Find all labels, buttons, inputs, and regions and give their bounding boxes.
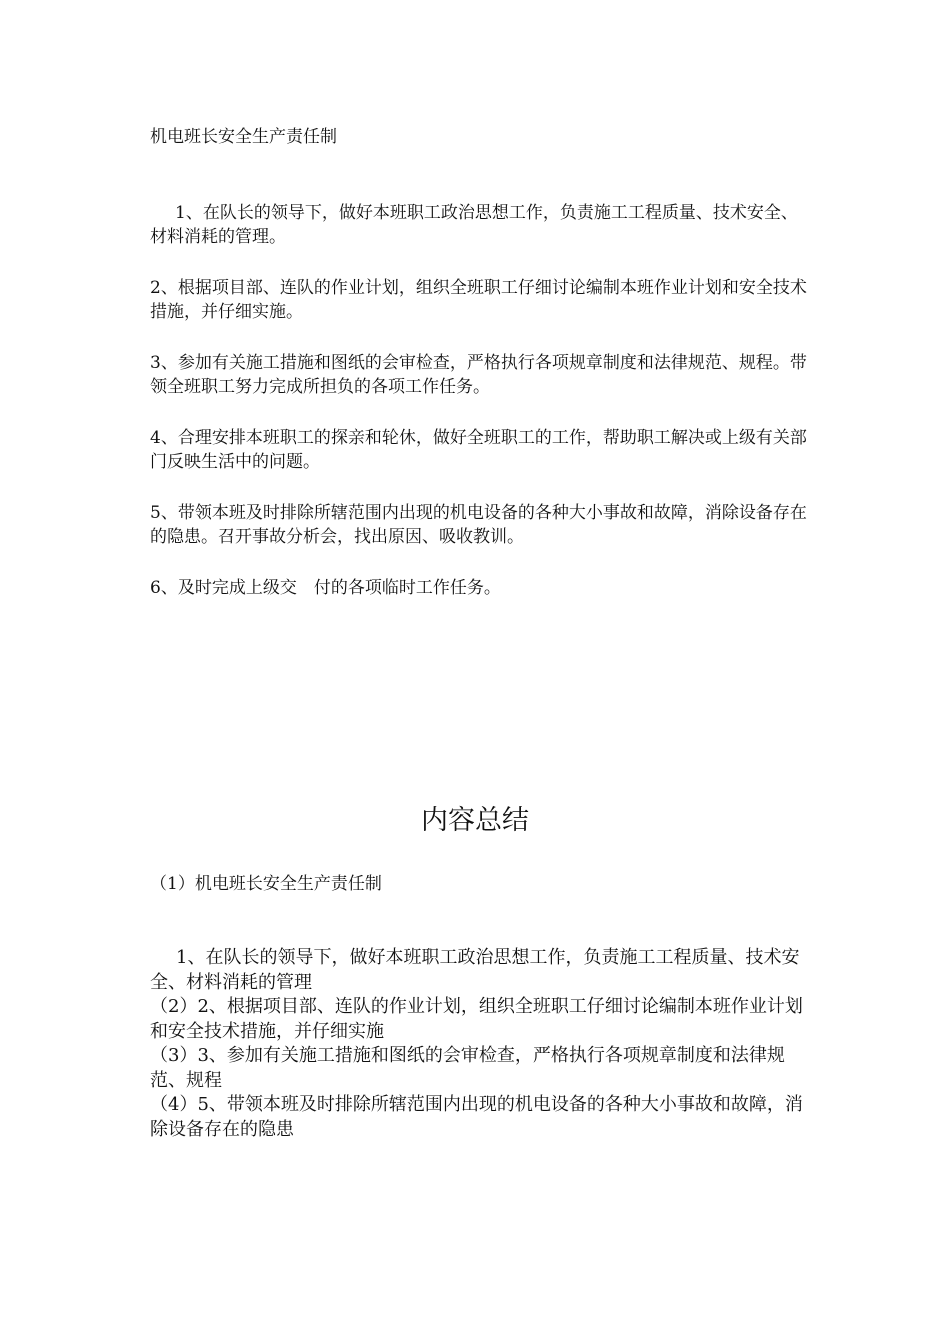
summary-item: （3）3、参加有关施工措施和图纸的会审检查，严格执行各项规章制度和法律规范、规程	[150, 1045, 785, 1091]
paragraph: 1、在队长的领导下，做好本班职工政治思想工作，负责施工工程质量、技术安全、材料消耗的管理。	[150, 203, 798, 247]
paragraph: 4、合理安排本班职工的探亲和轮休，做好全班职工的工作，帮助职工解决或上级有关部门反映生活中的问题。	[150, 428, 807, 472]
summary-item: （2）2、根据项目部、连队的作业计划，组织全班职工仔细讨论编制本班作业计划和安全技术措施，并仔细实施	[150, 996, 803, 1042]
summary-list	[150, 946, 804, 1142]
paragraph: 3、参加有关施工措施和图纸的会审检查，严格执行各项规章制度和法律规范、规程。带领全班职工努力完成所担负的各项工作任务。	[150, 353, 807, 397]
paragraph: 6、及时完成上级交 付的各项临时工作任务。	[150, 578, 501, 598]
summary-item: （4）5、带领本班及时排除所辖范围内出现的机电设备的各种大小事故和故障，消除设备存在的隐患	[150, 1094, 803, 1140]
summary-title: （1）机电班长安全生产责任制	[150, 874, 382, 894]
summary-item: 1、在队长的领导下，做好本班职工政治思想工作，负责施工工程质量、技术安全、材料消耗的管理	[150, 947, 800, 993]
responsibility-section	[150, 201, 810, 627]
summary-heading: 内容总结	[421, 805, 529, 836]
paragraph: 2、根据项目部、连队的作业计划，组织全班职工仔细讨论编制本班作业计划和安全技术措施，并仔细实施。	[150, 278, 807, 322]
paragraph: 5、带领本班及时排除所辖范围内出现的机电设备的各种大小事故和故障，消除设备存在的隐患。召开事故分析会，找出原因、吸收教训。	[150, 503, 807, 547]
document-title: 机电班长安全生产责任制	[150, 127, 337, 147]
